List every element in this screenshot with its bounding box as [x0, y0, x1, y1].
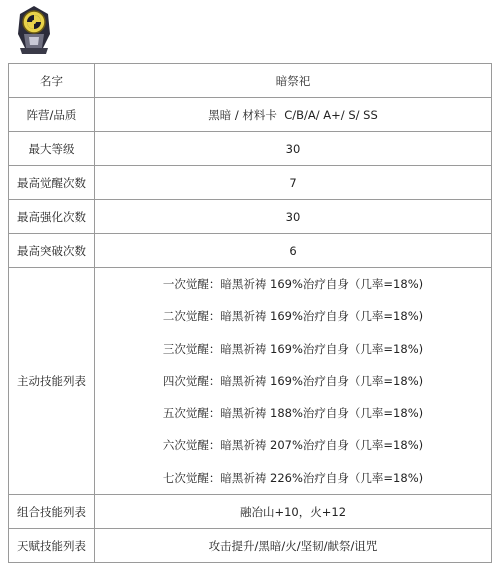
row-talent-skills-value: 攻击提升/黑暗/火/坚韧/献祭/诅咒 — [95, 529, 492, 563]
row-combo-skills-value: 融冶山+10，火+12 — [95, 495, 492, 529]
row-name — [9, 64, 492, 98]
row-combo-skills-key: 组合技能列表 — [9, 495, 95, 529]
row-max-level — [9, 132, 492, 166]
row-max-awaken-value: 7 — [95, 166, 492, 200]
row-combo-skills — [9, 495, 492, 529]
row-max-enhance — [9, 200, 492, 234]
row-faction-quality-key: 阵营/品质 — [9, 98, 95, 132]
row-max-awaken — [9, 166, 492, 200]
row-faction-quality-value: 黑暗 / 材料卡 C/B/A/ A+/ S/ SS — [95, 98, 492, 132]
active-skill-item: 七次觉醒：暗黑祈祷 226%治疗自身（几率=18%) — [162, 470, 424, 485]
character-avatar-icon — [12, 4, 56, 56]
row-max-level-key: 最大等级 — [9, 132, 95, 166]
active-skill-item: 一次觉醒：暗黑祈祷 169%治疗自身（几率=18%) — [162, 277, 424, 291]
active-skill-item: 五次觉醒：暗黑祈祷 188%治疗自身（几率=18%) — [162, 406, 424, 421]
row-talent-skills-key: 天赋技能列表 — [9, 529, 95, 563]
row-name-key: 名字 — [9, 64, 95, 98]
row-max-breakthrough-key: 最高突破次数 — [9, 234, 95, 268]
active-skill-item: 二次觉醒：暗黑祈祷 169%治疗自身（几率=18%) — [162, 309, 424, 324]
row-talent-skills — [9, 529, 492, 563]
row-active-skills — [9, 268, 492, 495]
row-active-skills-value — [95, 268, 492, 495]
row-max-awaken-key: 最高觉醒次数 — [9, 166, 95, 200]
active-skill-item: 四次觉醒：暗黑祈祷 169%治疗自身（几率=18%) — [162, 373, 424, 388]
row-max-enhance-key: 最高强化次数 — [9, 200, 95, 234]
row-max-breakthrough-value: 6 — [95, 234, 492, 268]
row-active-skills-key: 主动技能列表 — [9, 268, 95, 495]
character-info-table — [8, 63, 492, 563]
active-skill-item: 六次觉醒：暗黑祈祷 207%治疗自身（几率=18%) — [162, 438, 424, 453]
row-max-enhance-value: 30 — [95, 200, 492, 234]
active-skill-item: 三次觉醒：暗黑祈祷 169%治疗自身（几率=18%) — [162, 341, 424, 356]
row-name-value: 暗祭祀 — [95, 64, 492, 98]
row-max-level-value: 30 — [95, 132, 492, 166]
row-max-breakthrough — [9, 234, 492, 268]
row-faction-quality — [9, 98, 492, 132]
